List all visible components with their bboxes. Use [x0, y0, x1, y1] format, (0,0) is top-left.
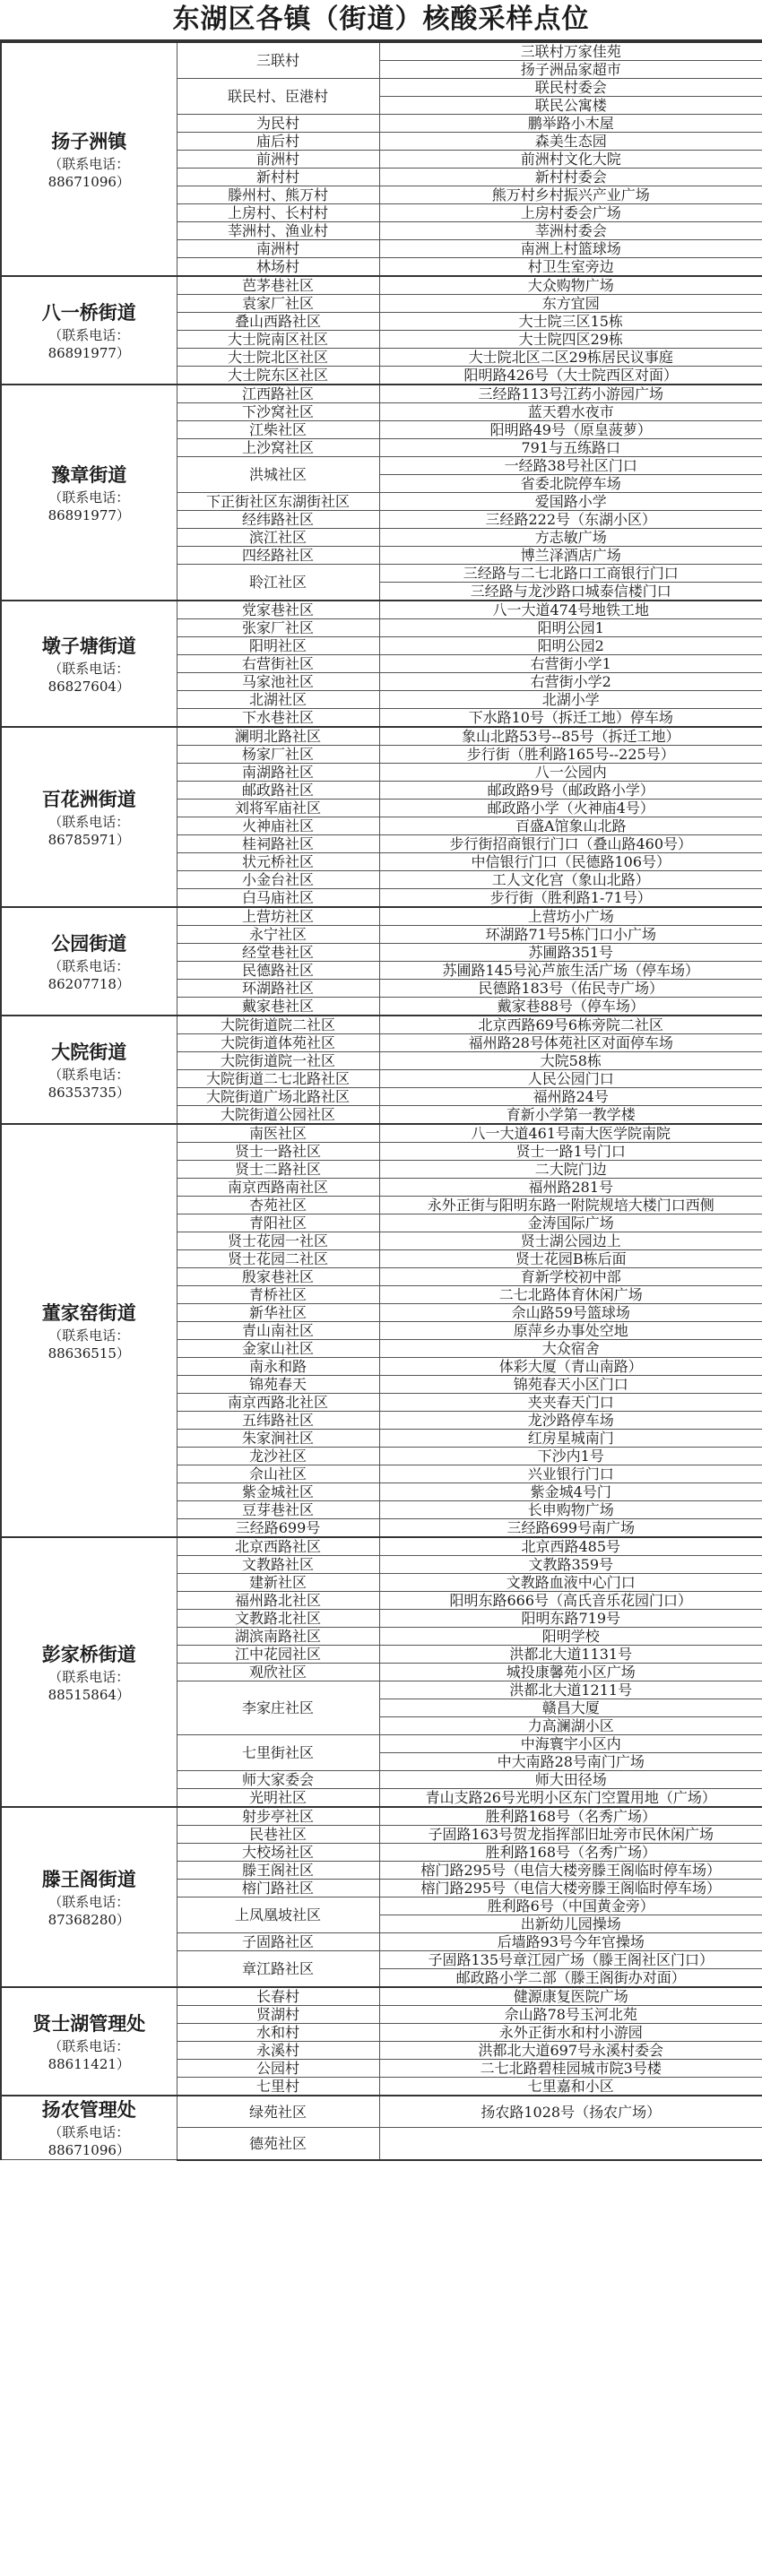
table-row — [1, 907, 762, 926]
district-name: 滕王阁街道 — [41, 1868, 136, 1890]
location-cell: 力高澜湖小区 — [379, 1717, 762, 1735]
location-cell: 佘山路59号篮球场 — [379, 1304, 762, 1322]
location-cell: 苏圃路145号沁芦旅生活广场（停车场） — [379, 962, 762, 980]
location-cell: 莘洲村委会 — [379, 222, 762, 240]
location-cell: 中信银行门口（民德路106号） — [379, 853, 762, 871]
community-cell: 北湖社区 — [177, 691, 379, 709]
location-cell: 二七北路体育休闲广场 — [379, 1286, 762, 1304]
location-cell: 步行街（胜利路165号--225号） — [379, 746, 762, 764]
community-cell: 子固路社区 — [177, 1933, 379, 1951]
community-cell: 桂祠路社区 — [177, 835, 379, 853]
district-cell — [1, 1537, 177, 1807]
district-name: 董家窑街道 — [41, 1301, 136, 1324]
location-cell: 蓝天碧水夜市 — [379, 403, 762, 421]
community-cell: 江西路社区 — [177, 385, 379, 403]
location-cell: 赣昌大厦 — [379, 1699, 762, 1717]
location-cell: 苏圃路351号 — [379, 944, 762, 962]
table-row — [1, 42, 762, 61]
community-cell: 环湖路社区 — [177, 980, 379, 998]
community-cell: 民巷社区 — [177, 1826, 379, 1844]
location-cell: 红房星城南门 — [379, 1430, 762, 1448]
community-cell: 下正街社区东湖街社区 — [177, 493, 379, 511]
location-cell: 邮政路小学（火神庙4号） — [379, 800, 762, 817]
district-name: 豫章街道 — [51, 463, 127, 486]
community-cell: 刘将军庙社区 — [177, 800, 379, 817]
location-cell: 民德路183号（佑民寺广场） — [379, 980, 762, 998]
location-cell: 体彩大厦（青山南路） — [379, 1358, 762, 1376]
community-cell: 殷家巷社区 — [177, 1268, 379, 1286]
location-cell: 洪都北大道697号永溪村委会 — [379, 2042, 762, 2060]
location-cell: 联民村委会 — [379, 79, 762, 97]
location-cell: 永外正街与阳明东路一附院规培大楼门口西侧 — [379, 1197, 762, 1215]
district-name: 公园街道 — [51, 932, 127, 955]
district-name: 百花洲街道 — [41, 788, 136, 810]
location-cell: 阳明学校 — [379, 1628, 762, 1646]
community-cell: 经纬路社区 — [177, 511, 379, 529]
location-cell: 锦苑春天小区门口 — [379, 1376, 762, 1394]
community-cell: 莘洲村、渔业村 — [177, 222, 379, 240]
community-cell: 火神庙社区 — [177, 817, 379, 835]
location-cell: 百盛A馆象山北路 — [379, 817, 762, 835]
community-cell: 永溪村 — [177, 2042, 379, 2060]
community-cell: 上沙窝社区 — [177, 439, 379, 457]
community-cell: 绿苑社区 — [177, 2096, 379, 2128]
community-cell: 豆芽巷社区 — [177, 1501, 379, 1519]
location-cell: 榕门路295号（电信大楼旁滕王阁临时停车场） — [379, 1880, 762, 1897]
location-cell: 长申购物广场 — [379, 1501, 762, 1519]
location-cell: 福州路24号 — [379, 1088, 762, 1106]
table-row — [1, 1124, 762, 1143]
location-cell: 森美生态园 — [379, 133, 762, 151]
district-cell — [1, 1016, 177, 1124]
location-cell: 上营坊小广场 — [379, 907, 762, 926]
community-cell: 三经路699号 — [177, 1519, 379, 1538]
community-cell: 南医社区 — [177, 1124, 379, 1143]
location-cell: 健源康复医院广场 — [379, 1987, 762, 2006]
district-phone: 88611421） — [48, 2055, 130, 2072]
community-cell: 锦苑春天 — [177, 1376, 379, 1394]
district-phone: （联系电话： — [48, 957, 130, 974]
location-cell: 步行街（胜利路1-71号） — [379, 889, 762, 908]
location-cell: 夹夹春天门口 — [379, 1394, 762, 1412]
location-cell: 后墙路93号今年官操场 — [379, 1933, 762, 1951]
location-cell: 福州路28号体苑社区对面停车场 — [379, 1034, 762, 1052]
community-cell: 七里村 — [177, 2078, 379, 2096]
community-cell: 南京西路南社区 — [177, 1179, 379, 1197]
location-cell: 育新学校初中部 — [379, 1268, 762, 1286]
location-cell: 前洲村文化大院 — [379, 151, 762, 169]
location-cell: 贤士花园B栋后面 — [379, 1250, 762, 1268]
district-phone: 86785971） — [48, 831, 130, 848]
community-cell: 章江路社区 — [177, 1951, 379, 1988]
community-cell: 观欣社区 — [177, 1664, 379, 1681]
location-cell: 大众宿舍 — [379, 1340, 762, 1358]
district-name: 墩子塘街道 — [41, 635, 136, 657]
community-cell: 滕州村、熊万村 — [177, 186, 379, 204]
community-cell: 聆江社区 — [177, 565, 379, 601]
district-cell — [1, 42, 177, 276]
district-cell — [1, 907, 177, 1016]
community-cell: 南京西路北社区 — [177, 1394, 379, 1412]
community-cell: 民德路社区 — [177, 962, 379, 980]
location-cell: 三联村万家佳苑 — [379, 42, 762, 61]
location-cell: 邮政路9号（邮政路小学） — [379, 782, 762, 800]
community-cell: 经堂巷社区 — [177, 944, 379, 962]
location-cell: 阳明路49号（原皇菠萝） — [379, 421, 762, 439]
district-phone: 88636515） — [48, 1344, 130, 1361]
community-cell: 朱家涧社区 — [177, 1430, 379, 1448]
location-cell: 二大院门边 — [379, 1161, 762, 1179]
location-cell: 贤士一路1号门口 — [379, 1143, 762, 1161]
location-cell: 龙沙路停车场 — [379, 1412, 762, 1430]
location-cell: 右营街小学1 — [379, 655, 762, 673]
location-cell: 三经路与龙沙路口城泰信楼门口 — [379, 583, 762, 601]
community-cell: 林场村 — [177, 258, 379, 277]
location-cell — [379, 2128, 762, 2160]
location-cell: 七里嘉和小区 — [379, 2078, 762, 2096]
community-cell: 大院街道院一社区 — [177, 1052, 379, 1070]
community-cell: 南湖路社区 — [177, 764, 379, 782]
community-cell: 新华社区 — [177, 1304, 379, 1322]
community-cell: 水和村 — [177, 2024, 379, 2042]
location-cell: 联民公寓楼 — [379, 97, 762, 115]
district-cell — [1, 1807, 177, 1987]
location-cell: 熊万村乡村振兴产业广场 — [379, 186, 762, 204]
location-cell: 博兰泽酒店广场 — [379, 547, 762, 565]
location-cell: 东方宜园 — [379, 295, 762, 313]
location-cell: 文教路血液中心门口 — [379, 1574, 762, 1592]
district-phone: 86891977） — [48, 506, 130, 523]
location-cell: 扬子洲品家超市 — [379, 61, 762, 79]
community-cell: 龙沙社区 — [177, 1448, 379, 1465]
district-phone: （联系电话： — [48, 1893, 130, 1910]
location-cell: 大士院北区二区29栋居民议事庭 — [379, 349, 762, 367]
location-cell: 文教路359号 — [379, 1556, 762, 1574]
district-phone: （联系电话： — [48, 813, 130, 830]
location-cell: 洪都北大道1211号 — [379, 1681, 762, 1699]
location-cell: 阳明路426号（大士院西区对面） — [379, 367, 762, 385]
community-cell: 贤士花园二社区 — [177, 1250, 379, 1268]
district-phone: （联系电话： — [48, 326, 130, 343]
location-cell: 三经路与二七北路口工商银行门口 — [379, 565, 762, 583]
document-title: 东湖区各镇（街道）核酸采样点位 — [0, 0, 762, 41]
community-cell: 福州路北社区 — [177, 1592, 379, 1610]
location-cell: 上房村委会广场 — [379, 204, 762, 222]
community-cell: 为民村 — [177, 115, 379, 133]
location-cell: 城投康馨苑小区广场 — [379, 1664, 762, 1681]
location-cell: 永外正街水和村小游园 — [379, 2024, 762, 2042]
location-cell: 青山支路26号光明小区东门空置用地（广场） — [379, 1789, 762, 1808]
community-cell: 联民村、臣港村 — [177, 79, 379, 115]
community-cell: 贤士一路社区 — [177, 1143, 379, 1161]
community-cell: 马家池社区 — [177, 673, 379, 691]
location-cell: 子固路163号贺龙指挥部旧址旁市民休闲广场 — [379, 1826, 762, 1844]
community-cell: 南洲村 — [177, 240, 379, 258]
community-cell: 大院街道院二社区 — [177, 1016, 379, 1034]
location-cell: 洪都北大道1131号 — [379, 1646, 762, 1664]
community-cell: 大士院南区社区 — [177, 331, 379, 349]
location-cell: 贤士湖公园边上 — [379, 1232, 762, 1250]
location-cell: 金涛国际广场 — [379, 1215, 762, 1232]
location-cell: 榕门路295号（电信大楼旁滕王阁临时停车场） — [379, 1862, 762, 1880]
location-cell: 新村村委会 — [379, 169, 762, 186]
table-row — [1, 1807, 762, 1826]
district-phone: （联系电话： — [48, 1668, 130, 1685]
district-name: 扬子洲镇 — [51, 130, 127, 152]
district-phone: （联系电话： — [48, 660, 130, 677]
district-phone: （联系电话： — [48, 1066, 130, 1083]
community-cell: 德苑社区 — [177, 2128, 379, 2160]
location-cell: 佘山路78号玉河北苑 — [379, 2006, 762, 2024]
table-row — [1, 276, 762, 295]
community-cell: 四经路社区 — [177, 547, 379, 565]
community-cell: 五纬路社区 — [177, 1412, 379, 1430]
community-cell: 建新社区 — [177, 1574, 379, 1592]
table-row — [1, 1537, 762, 1556]
community-cell: 叠山西路社区 — [177, 313, 379, 331]
district-name: 八一桥街道 — [41, 301, 136, 324]
community-cell: 下水巷社区 — [177, 709, 379, 728]
table-row — [1, 727, 762, 746]
location-cell: 北湖小学 — [379, 691, 762, 709]
community-cell: 七里街社区 — [177, 1735, 379, 1771]
district-cell — [1, 1124, 177, 1537]
location-cell: 育新小学第一教学楼 — [379, 1106, 762, 1125]
location-cell: 省委北院停车场 — [379, 475, 762, 493]
district-phone: （联系电话： — [48, 488, 130, 506]
district-cell — [1, 601, 177, 727]
community-cell: 江柴社区 — [177, 421, 379, 439]
table-body — [1, 42, 762, 2160]
community-cell: 射步亭社区 — [177, 1807, 379, 1826]
district-phone: 86827604） — [48, 678, 130, 695]
community-cell: 三联村 — [177, 42, 379, 79]
community-cell: 大院街道二七北路社区 — [177, 1070, 379, 1088]
table-row — [1, 1016, 762, 1034]
location-cell: 子固路135号章江园广场（滕王阁社区门口） — [379, 1951, 762, 1969]
community-cell: 上凤凰坡社区 — [177, 1897, 379, 1933]
location-cell: 八一公园内 — [379, 764, 762, 782]
location-cell: 下沙内1号 — [379, 1448, 762, 1465]
district-phone: 88671096） — [48, 173, 130, 190]
community-cell: 湖滨南路社区 — [177, 1628, 379, 1646]
community-cell: 新村村 — [177, 169, 379, 186]
community-cell: 滨江社区 — [177, 529, 379, 547]
location-cell: 北京西路69号6栋旁院二社区 — [379, 1016, 762, 1034]
location-cell: 三经路113号江药小游园广场 — [379, 385, 762, 403]
community-cell: 贤士二路社区 — [177, 1161, 379, 1179]
community-cell: 大校场社区 — [177, 1844, 379, 1862]
community-cell: 大士院北区社区 — [177, 349, 379, 367]
location-cell: 中海寰宇小区内 — [379, 1735, 762, 1753]
community-cell: 杏苑社区 — [177, 1197, 379, 1215]
location-cell: 鹏举路小木屋 — [379, 115, 762, 133]
district-phone: （联系电话： — [48, 2037, 130, 2054]
location-cell: 一经路38号社区门口 — [379, 457, 762, 475]
location-cell: 大士院四区29栋 — [379, 331, 762, 349]
location-cell: 右营街小学2 — [379, 673, 762, 691]
district-phone: 88515864） — [48, 1686, 130, 1703]
location-cell: 出新幼儿园操场 — [379, 1915, 762, 1933]
district-cell — [1, 727, 177, 907]
community-cell: 下沙窝社区 — [177, 403, 379, 421]
community-cell: 芭茅巷社区 — [177, 276, 379, 295]
location-cell: 阳明公园1 — [379, 619, 762, 637]
community-cell: 榕门路社区 — [177, 1880, 379, 1897]
location-cell: 二七北路碧桂园城市院3号楼 — [379, 2060, 762, 2078]
community-cell: 光明社区 — [177, 1789, 379, 1808]
location-cell: 胜利路168号（名秀广场） — [379, 1807, 762, 1826]
location-cell: 下水路10号（拆迁工地）停车场 — [379, 709, 762, 728]
location-cell: 中大南路28号南门广场 — [379, 1753, 762, 1771]
district-name: 彭家桥街道 — [41, 1643, 136, 1665]
location-cell: 三经路699号南广场 — [379, 1519, 762, 1538]
location-cell: 阳明东路719号 — [379, 1610, 762, 1628]
community-cell: 青山南社区 — [177, 1322, 379, 1340]
community-cell: 党家巷社区 — [177, 601, 379, 619]
district-phone: 87368280） — [48, 1911, 130, 1928]
district-phone: （联系电话： — [48, 155, 130, 172]
community-cell: 大士院东区社区 — [177, 367, 379, 385]
community-cell: 小金台社区 — [177, 871, 379, 889]
location-cell: 阳明东路666号（高氏音乐花园门口） — [379, 1592, 762, 1610]
community-cell: 张家厂社区 — [177, 619, 379, 637]
location-cell: 胜利路6号（中国黄金旁） — [379, 1897, 762, 1915]
community-cell: 文教路社区 — [177, 1556, 379, 1574]
location-cell: 大众购物广场 — [379, 276, 762, 295]
community-cell: 青阳社区 — [177, 1215, 379, 1232]
community-cell: 李家庄社区 — [177, 1681, 379, 1735]
table-row — [1, 1987, 762, 2006]
community-cell: 洪城社区 — [177, 457, 379, 493]
community-cell: 上营坊社区 — [177, 907, 379, 926]
location-cell: 步行街招商银行门口（叠山路460号） — [379, 835, 762, 853]
community-cell: 贤湖村 — [177, 2006, 379, 2024]
location-cell: 兴业银行门口 — [379, 1465, 762, 1483]
community-cell: 右营街社区 — [177, 655, 379, 673]
district-cell — [1, 1987, 177, 2096]
community-cell: 前洲村 — [177, 151, 379, 169]
community-cell: 青桥社区 — [177, 1286, 379, 1304]
location-cell: 象山北路53号--85号（拆迁工地） — [379, 727, 762, 746]
location-cell: 爱国路小学 — [379, 493, 762, 511]
community-cell: 上房村、长村村 — [177, 204, 379, 222]
community-cell: 戴家巷社区 — [177, 998, 379, 1016]
location-cell: 胜利路168号（名秀广场） — [379, 1844, 762, 1862]
location-cell: 工人文化宫（象山北路） — [379, 871, 762, 889]
community-cell: 状元桥社区 — [177, 853, 379, 871]
community-cell: 邮政路社区 — [177, 782, 379, 800]
community-cell: 澜明北路社区 — [177, 727, 379, 746]
community-cell: 袁家厂社区 — [177, 295, 379, 313]
district-phone: 88671096） — [48, 2142, 130, 2158]
location-cell: 大士院三区15栋 — [379, 313, 762, 331]
district-phone: 86353735） — [48, 1084, 130, 1101]
community-cell: 大院街道广场北路社区 — [177, 1088, 379, 1106]
district-phone: 86891977） — [48, 344, 130, 361]
district-name: 贤士湖管理处 — [32, 2012, 146, 2035]
district-phone: （联系电话： — [48, 2124, 130, 2140]
location-cell: 八一大道461号南大医学院南院 — [379, 1124, 762, 1143]
district-cell — [1, 276, 177, 385]
community-cell: 南永和路 — [177, 1358, 379, 1376]
community-cell: 永宁社区 — [177, 926, 379, 944]
location-cell: 大院58栋 — [379, 1052, 762, 1070]
community-cell: 白马庙社区 — [177, 889, 379, 908]
community-cell: 紫金城社区 — [177, 1483, 379, 1501]
location-cell: 三经路222号（东湖小区） — [379, 511, 762, 529]
location-cell: 邮政路小学二部（滕王阁街办对面） — [379, 1969, 762, 1988]
district-cell — [1, 2096, 177, 2160]
sampling-sites-table — [0, 41, 762, 2161]
table-row — [1, 2096, 762, 2128]
location-cell: 791与五练路口 — [379, 439, 762, 457]
district-phone: （联系电话： — [48, 1327, 130, 1344]
community-cell: 师大家委会 — [177, 1771, 379, 1789]
community-cell: 长春村 — [177, 1987, 379, 2006]
community-cell: 阳明社区 — [177, 637, 379, 655]
table-row — [1, 385, 762, 403]
community-cell: 公园村 — [177, 2060, 379, 2078]
table-row — [1, 601, 762, 619]
location-cell: 人民公园门口 — [379, 1070, 762, 1088]
district-name: 扬农管理处 — [41, 2099, 136, 2121]
community-cell: 文教路北社区 — [177, 1610, 379, 1628]
location-cell: 南洲上村篮球场 — [379, 240, 762, 258]
district-phone: 86207718） — [48, 975, 130, 992]
district-name: 大院街道 — [51, 1041, 127, 1063]
location-cell: 紫金城4号门 — [379, 1483, 762, 1501]
community-cell: 庙后村 — [177, 133, 379, 151]
community-cell: 滕王阁社区 — [177, 1862, 379, 1880]
community-cell: 杨家厂社区 — [177, 746, 379, 764]
location-cell: 福州路281号 — [379, 1179, 762, 1197]
location-cell: 环湖路71号5栋门口小广场 — [379, 926, 762, 944]
location-cell: 八一大道474号地铁工地 — [379, 601, 762, 619]
location-cell: 北京西路485号 — [379, 1537, 762, 1556]
community-cell: 金家山社区 — [177, 1340, 379, 1358]
community-cell: 大院街道公园社区 — [177, 1106, 379, 1125]
location-cell: 戴家巷88号（停车场） — [379, 998, 762, 1016]
location-cell: 原萍乡办事处空地 — [379, 1322, 762, 1340]
community-cell: 大院街道体苑社区 — [177, 1034, 379, 1052]
community-cell: 贤士花园一社区 — [177, 1232, 379, 1250]
community-cell: 佘山社区 — [177, 1465, 379, 1483]
location-cell: 方志敏广场 — [379, 529, 762, 547]
community-cell: 江中花园社区 — [177, 1646, 379, 1664]
location-cell: 师大田径场 — [379, 1771, 762, 1789]
community-cell: 北京西路社区 — [177, 1537, 379, 1556]
district-cell — [1, 385, 177, 601]
location-cell: 村卫生室旁边 — [379, 258, 762, 277]
location-cell: 阳明公园2 — [379, 637, 762, 655]
location-cell: 扬农路1028号（扬农广场） — [379, 2096, 762, 2128]
